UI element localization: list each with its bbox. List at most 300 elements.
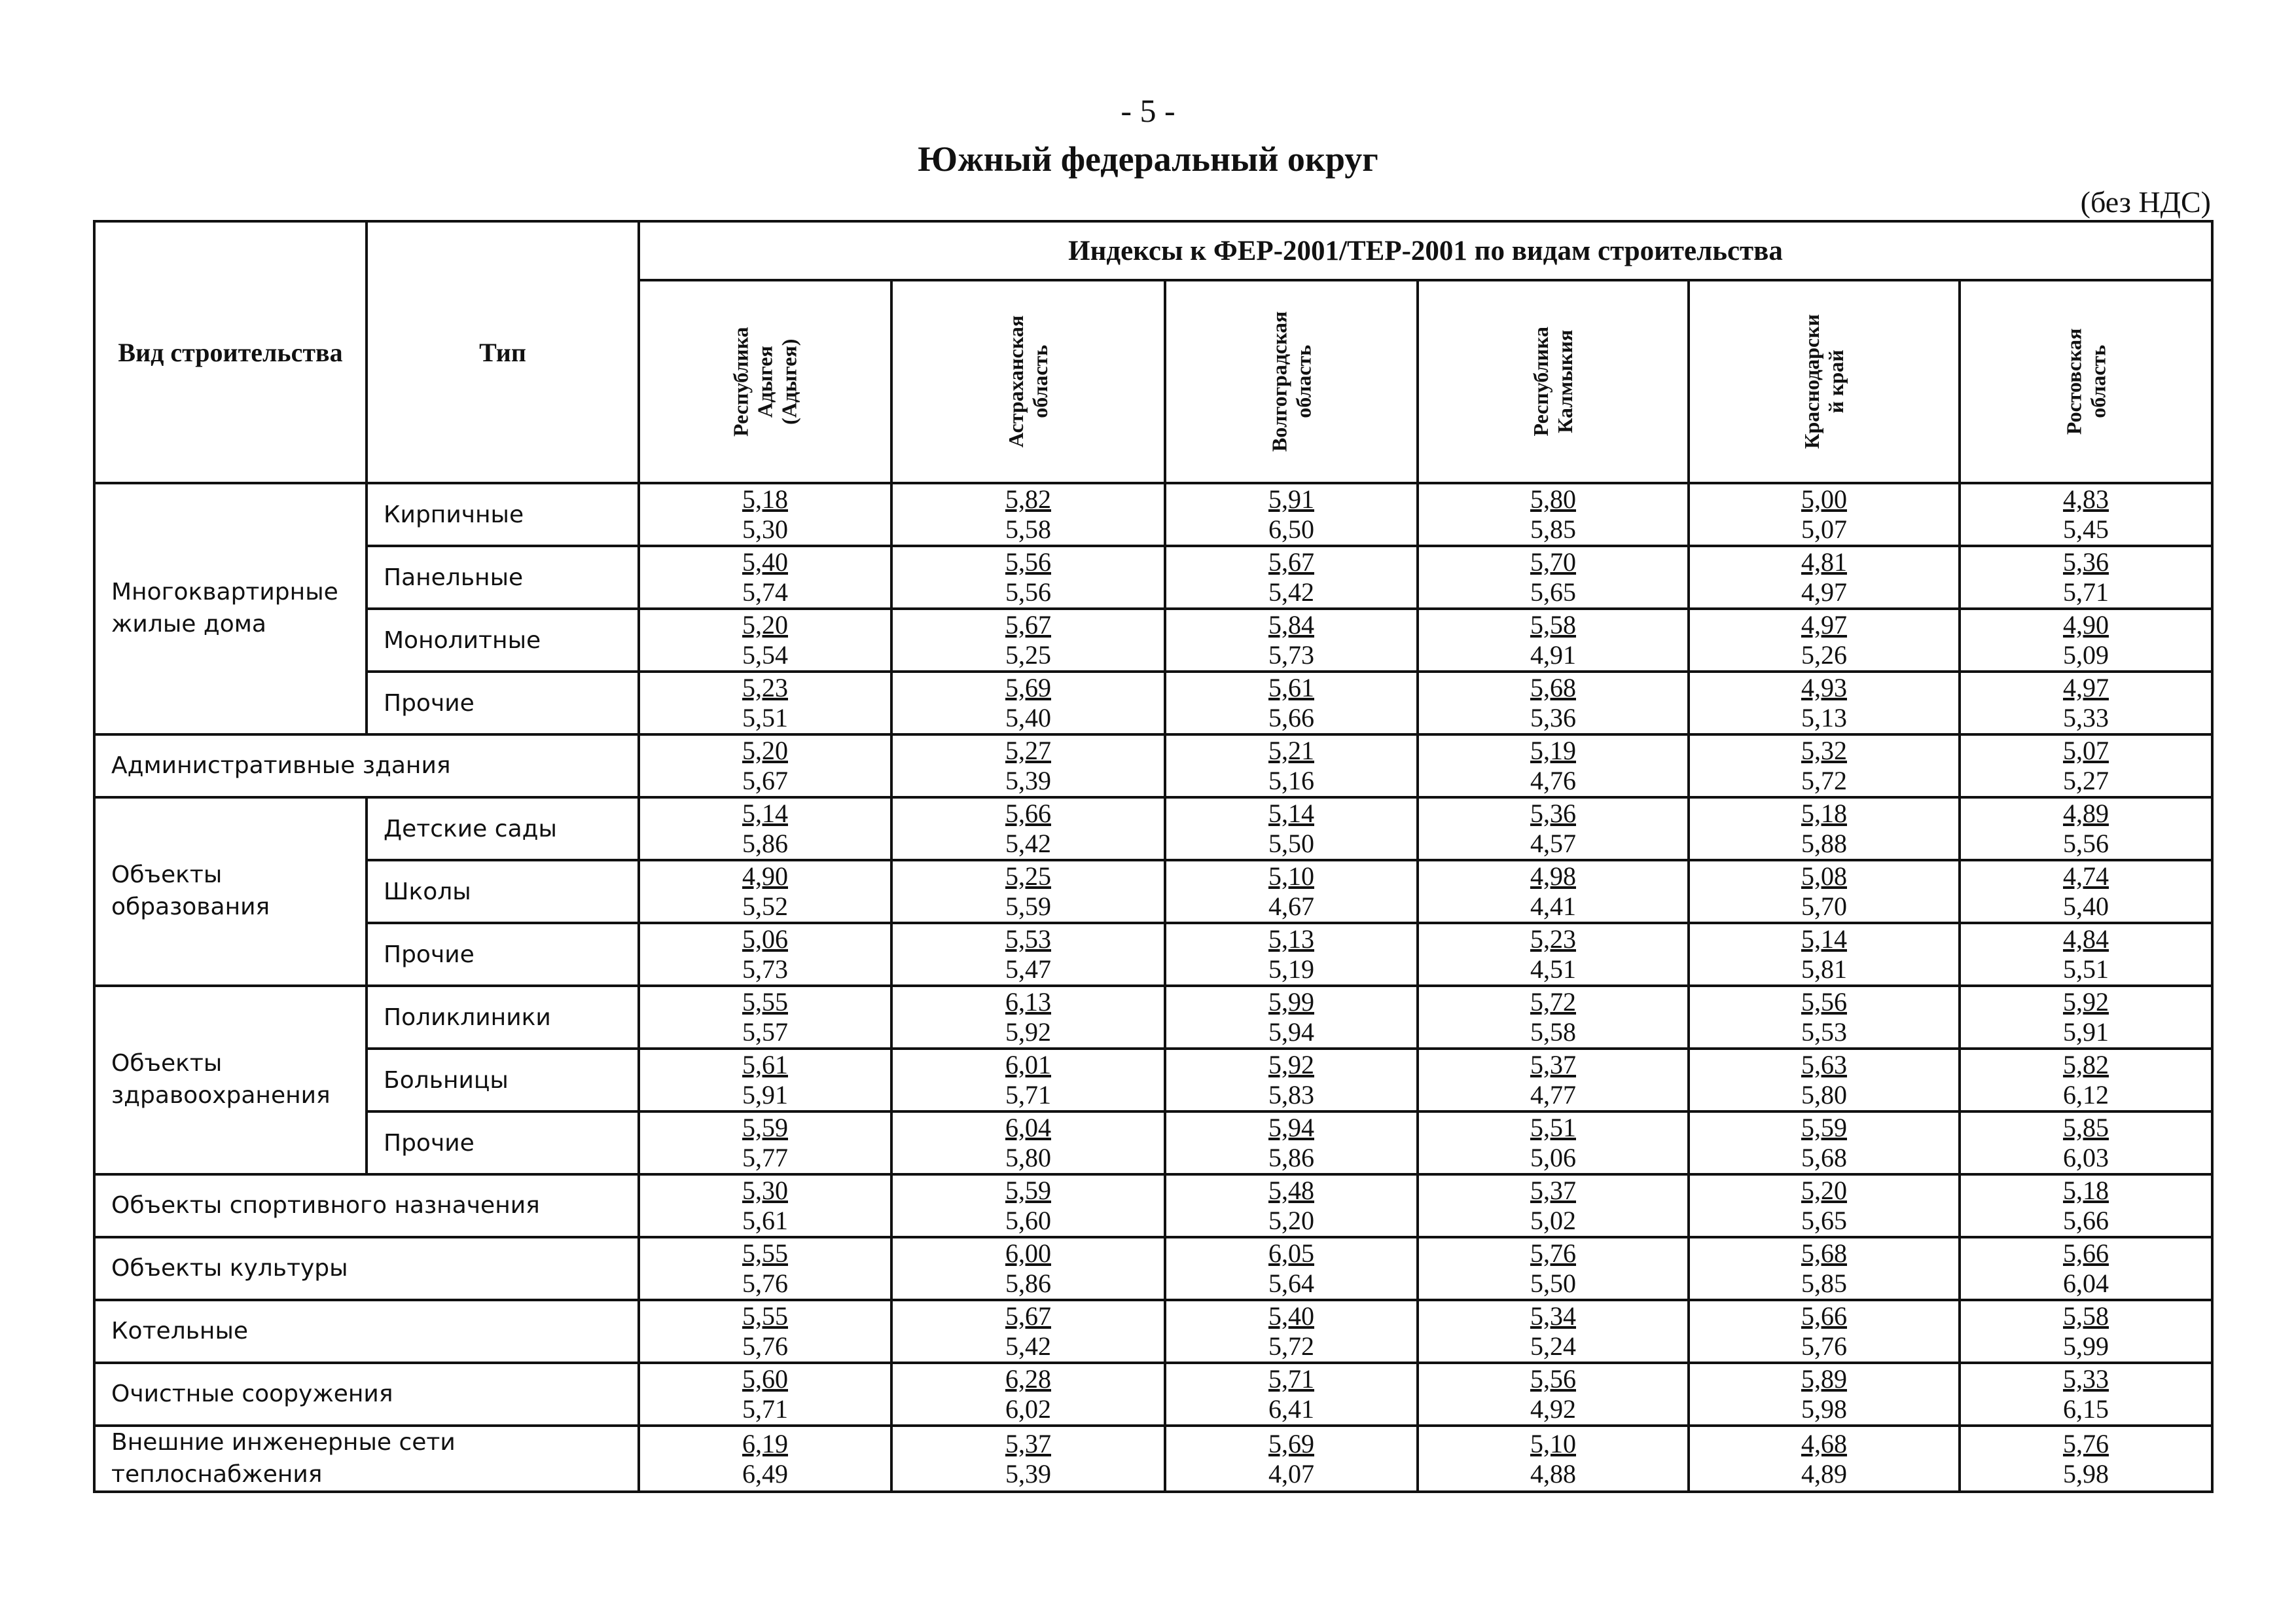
- ter-index-value: 4,67: [1268, 892, 1314, 921]
- fer-index-value: 5,69: [1005, 673, 1051, 702]
- fer-index-value: 5,84: [1268, 610, 1314, 640]
- fer-index-value: 5,61: [1268, 673, 1314, 702]
- index-value-cell: [1418, 546, 1689, 609]
- construction-kind-cell: Очистные сооружения: [94, 1363, 639, 1426]
- index-value-cell: [1165, 483, 1418, 546]
- fer-index-value: 5,06: [742, 924, 788, 954]
- ter-index-value: 5,91: [2063, 1017, 2109, 1047]
- index-value-cell: [1689, 1174, 1960, 1237]
- fer-index-value: 5,37: [1530, 1050, 1576, 1079]
- index-value-cell: [639, 1111, 891, 1174]
- index-value-cell: [639, 1363, 891, 1426]
- index-value-cell: [1689, 1111, 1960, 1174]
- fer-index-value: 5,13: [1268, 924, 1314, 954]
- ter-index-value: 5,71: [2063, 577, 2109, 607]
- region-header: Астраханская область: [891, 280, 1165, 483]
- fer-index-value: 5,23: [742, 673, 788, 702]
- fer-index-value: 5,67: [1005, 1301, 1051, 1331]
- index-value-cell: [1960, 1111, 2212, 1174]
- ter-index-value: 5,42: [1005, 1331, 1051, 1361]
- column-header-type: Тип: [367, 221, 639, 483]
- ter-index-value: 5,76: [742, 1331, 788, 1361]
- fer-index-value: 5,59: [1005, 1176, 1051, 1205]
- ter-index-value: 6,04: [2063, 1269, 2109, 1298]
- fer-index-value: 5,63: [1801, 1050, 1847, 1079]
- ter-index-value: 5,45: [2063, 514, 2109, 544]
- index-value-cell: [639, 609, 891, 672]
- fer-index-value: 5,60: [742, 1364, 788, 1394]
- fer-index-value: 6,05: [1268, 1238, 1314, 1268]
- fer-index-value: 5,55: [742, 987, 788, 1017]
- ter-index-value: 5,91: [742, 1080, 788, 1110]
- index-value-cell: [1960, 546, 2212, 609]
- index-value-cell: [1689, 1363, 1960, 1426]
- ter-index-value: 5,26: [1801, 640, 1847, 670]
- ter-index-value: 5,42: [1268, 577, 1314, 607]
- fer-index-value: 5,58: [1530, 610, 1576, 640]
- construction-kind-cell: Объекты культуры: [94, 1237, 639, 1300]
- fer-index-value: 5,59: [1801, 1113, 1847, 1142]
- index-value-cell: [891, 1049, 1165, 1111]
- index-value-cell: [639, 546, 891, 609]
- index-value-cell: [1418, 1174, 1689, 1237]
- index-value-cell: [1165, 1426, 1418, 1492]
- construction-kind-cell: Многоквартирные жилые дома: [94, 483, 367, 734]
- index-value-cell: [891, 546, 1165, 609]
- index-value-cell: [1418, 1111, 1689, 1174]
- ter-index-value: 5,09: [2063, 640, 2109, 670]
- index-value-cell: [1689, 1237, 1960, 1300]
- construction-type-cell: Прочие: [367, 672, 639, 734]
- ter-index-value: 5,07: [1801, 514, 1847, 544]
- index-value-cell: [1418, 797, 1689, 860]
- ter-index-value: 5,72: [1801, 766, 1847, 795]
- index-value-cell: [639, 1426, 891, 1492]
- index-value-cell: [1418, 1300, 1689, 1363]
- fer-index-value: 5,14: [1268, 799, 1314, 828]
- index-value-cell: [1689, 1300, 1960, 1363]
- fer-index-value: 5,70: [1530, 547, 1576, 577]
- fer-index-value: 5,20: [1801, 1176, 1847, 1205]
- ter-index-value: 5,36: [1530, 703, 1576, 732]
- ter-index-value: 5,39: [1005, 1458, 1051, 1489]
- page-title: Южный федеральный округ: [918, 139, 1378, 179]
- ter-index-value: 5,64: [1268, 1269, 1314, 1298]
- index-value-cell: [1689, 986, 1960, 1049]
- fer-index-value: 5,71: [1268, 1364, 1314, 1394]
- ter-index-value: 5,86: [1268, 1143, 1314, 1172]
- ter-index-value: 4,57: [1530, 829, 1576, 858]
- index-value-cell: [1165, 797, 1418, 860]
- index-value-cell: [1165, 986, 1418, 1049]
- index-value-cell: [1689, 923, 1960, 986]
- table-row: [94, 734, 2212, 797]
- table-row: [94, 923, 2212, 986]
- ter-index-value: 4,89: [1801, 1458, 1847, 1489]
- ter-index-value: 5,51: [742, 703, 788, 732]
- index-value-cell: [891, 797, 1165, 860]
- ter-index-value: 6,12: [2063, 1080, 2109, 1110]
- fer-index-value: 5,20: [742, 610, 788, 640]
- ter-index-value: 5,86: [1005, 1269, 1051, 1298]
- construction-type-cell: Прочие: [367, 923, 639, 986]
- ter-index-value: 5,98: [1801, 1394, 1847, 1424]
- region-header: Республика Адыгея (Адыгея): [639, 280, 891, 483]
- fer-index-value: 5,85: [2063, 1113, 2109, 1142]
- fer-index-value: 5,18: [1801, 799, 1847, 828]
- ter-index-value: 5,80: [1005, 1143, 1051, 1172]
- fer-index-value: 5,68: [1801, 1238, 1847, 1268]
- fer-index-value: 5,91: [1268, 484, 1314, 514]
- index-value-cell: [1960, 797, 2212, 860]
- fer-index-value: 4,90: [2063, 610, 2109, 640]
- table-row: [94, 986, 2212, 1049]
- fer-index-value: 5,82: [2063, 1050, 2109, 1079]
- index-value-cell: [1960, 1049, 2212, 1111]
- index-value-cell: [1960, 1363, 2212, 1426]
- ter-index-value: 5,71: [1005, 1080, 1051, 1110]
- fer-index-value: 5,21: [1268, 736, 1314, 765]
- table-row: [94, 609, 2212, 672]
- index-value-cell: [639, 483, 891, 546]
- index-value-cell: [1689, 672, 1960, 734]
- index-value-cell: [1165, 860, 1418, 923]
- index-value-cell: [891, 483, 1165, 546]
- fer-index-value: 5,36: [1530, 799, 1576, 828]
- fer-index-value: 5,55: [742, 1238, 788, 1268]
- fer-index-value: 5,67: [1005, 610, 1051, 640]
- table-row: [94, 672, 2212, 734]
- fer-index-value: 5,18: [742, 484, 788, 514]
- region-header: Волгоградская область: [1165, 280, 1418, 483]
- index-value-cell: [891, 986, 1165, 1049]
- ter-index-value: 6,15: [2063, 1394, 2109, 1424]
- index-value-cell: [1960, 1300, 2212, 1363]
- ter-index-value: 5,40: [2063, 892, 2109, 921]
- vat-note: (без НДС): [2080, 185, 2211, 219]
- fer-index-value: 5,37: [1005, 1428, 1051, 1458]
- fer-index-value: 4,97: [2063, 673, 2109, 702]
- index-value-cell: [1418, 1237, 1689, 1300]
- ter-index-value: 5,19: [1268, 954, 1314, 984]
- fer-index-value: 4,97: [1801, 610, 1847, 640]
- ter-index-value: 5,99: [2063, 1331, 2109, 1361]
- index-value-cell: [1418, 860, 1689, 923]
- table-row: [94, 1049, 2212, 1111]
- fer-index-value: 5,40: [742, 547, 788, 577]
- ter-index-value: 5,06: [1530, 1143, 1576, 1172]
- index-value-cell: [1165, 1363, 1418, 1426]
- fer-index-value: 5,18: [2063, 1176, 2109, 1205]
- fer-index-value: 5,55: [742, 1301, 788, 1331]
- fer-index-value: 5,40: [1268, 1301, 1314, 1331]
- index-value-cell: [891, 734, 1165, 797]
- index-value-cell: [891, 923, 1165, 986]
- table-row: [94, 797, 2212, 860]
- index-value-cell: [1165, 1111, 1418, 1174]
- fer-index-value: 5,69: [1268, 1428, 1314, 1458]
- index-value-cell: [1165, 1049, 1418, 1111]
- index-value-cell: [1418, 923, 1689, 986]
- ter-index-value: 5,52: [742, 892, 788, 921]
- ter-index-value: 5,72: [1268, 1331, 1314, 1361]
- fer-index-value: 5,07: [2063, 736, 2109, 765]
- fer-index-value: 5,76: [1530, 1238, 1576, 1268]
- index-value-cell: [1960, 1237, 2212, 1300]
- fer-index-value: 5,14: [1801, 924, 1847, 954]
- fer-index-value: 6,04: [1005, 1113, 1051, 1142]
- fer-index-value: 5,34: [1530, 1301, 1576, 1331]
- ter-index-value: 5,76: [1801, 1331, 1847, 1361]
- construction-kind-cell: Объекты здравоохранения: [94, 986, 367, 1174]
- ter-index-value: 5,54: [742, 640, 788, 670]
- fer-index-value: 5,00: [1801, 484, 1847, 514]
- ter-index-value: 5,16: [1268, 766, 1314, 795]
- fer-index-value: 5,76: [2063, 1428, 2109, 1458]
- ter-index-value: 5,68: [1801, 1143, 1847, 1172]
- fer-index-value: 5,33: [2063, 1364, 2109, 1394]
- ter-index-value: 6,50: [1268, 514, 1314, 544]
- ter-index-value: 5,60: [1005, 1206, 1051, 1235]
- fer-index-value: 5,92: [1268, 1050, 1314, 1079]
- fer-index-value: 5,99: [1268, 987, 1314, 1017]
- ter-index-value: 5,88: [1801, 829, 1847, 858]
- index-value-cell: [1418, 986, 1689, 1049]
- construction-kind-cell: Объекты спортивного назначения: [94, 1174, 639, 1237]
- index-value-cell: [1418, 1426, 1689, 1492]
- index-value-cell: [639, 797, 891, 860]
- fer-index-value: 5,58: [2063, 1301, 2109, 1331]
- ter-index-value: 5,80: [1801, 1080, 1847, 1110]
- index-value-cell: [1418, 734, 1689, 797]
- ter-index-value: 4,07: [1268, 1458, 1314, 1489]
- ter-index-value: 5,98: [2063, 1458, 2109, 1489]
- region-header: Республика Калмыкия: [1418, 280, 1689, 483]
- ter-index-value: 5,76: [742, 1269, 788, 1298]
- construction-type-cell: Поликлиники: [367, 986, 639, 1049]
- ter-index-value: 5,92: [1005, 1017, 1051, 1047]
- index-value-cell: [1960, 923, 2212, 986]
- ter-index-value: 5,47: [1005, 954, 1051, 984]
- fer-index-value: 5,27: [1005, 736, 1051, 765]
- table-row: [94, 1111, 2212, 1174]
- fer-index-value: 5,56: [1005, 547, 1051, 577]
- fer-index-value: 5,56: [1530, 1364, 1576, 1394]
- construction-type-cell: Детские сады: [367, 797, 639, 860]
- ter-index-value: 5,65: [1801, 1206, 1847, 1235]
- index-value-cell: [891, 1111, 1165, 1174]
- fer-index-value: 6,00: [1005, 1238, 1051, 1268]
- table-row: [94, 1363, 2212, 1426]
- fer-index-value: 5,59: [742, 1113, 788, 1142]
- ter-index-value: 4,92: [1530, 1394, 1576, 1424]
- ter-index-value: 5,50: [1530, 1269, 1576, 1298]
- ter-index-value: 5,65: [1530, 577, 1576, 607]
- ter-index-value: 5,13: [1801, 703, 1847, 732]
- ter-index-value: 5,73: [1268, 640, 1314, 670]
- index-value-cell: [891, 1300, 1165, 1363]
- ter-index-value: 5,70: [1801, 892, 1847, 921]
- ter-index-value: 4,91: [1530, 640, 1576, 670]
- ter-index-value: 5,81: [1801, 954, 1847, 984]
- ter-index-value: 5,74: [742, 577, 788, 607]
- table-row: [94, 1300, 2212, 1363]
- ter-index-value: 5,56: [1005, 577, 1051, 607]
- fer-index-value: 5,36: [2063, 547, 2109, 577]
- ter-index-value: 5,66: [2063, 1206, 2109, 1235]
- ter-index-value: 4,51: [1530, 954, 1576, 984]
- fer-index-value: 4,93: [1801, 673, 1847, 702]
- fer-index-value: 5,92: [2063, 987, 2109, 1017]
- ter-index-value: 6,02: [1005, 1394, 1051, 1424]
- ter-index-value: 5,39: [1005, 766, 1051, 795]
- index-value-cell: [1960, 986, 2212, 1049]
- ter-index-value: 5,24: [1530, 1331, 1576, 1361]
- fer-index-value: 5,08: [1801, 861, 1847, 891]
- fer-index-value: 5,56: [1801, 987, 1847, 1017]
- table-row: [94, 483, 2212, 546]
- index-value-cell: [1418, 672, 1689, 734]
- ter-index-value: 5,86: [742, 829, 788, 858]
- ter-index-value: 6,03: [2063, 1143, 2109, 1172]
- ter-index-value: 5,40: [1005, 703, 1051, 732]
- index-value-cell: [1689, 609, 1960, 672]
- index-value-cell: [1418, 483, 1689, 546]
- index-value-cell: [639, 1174, 891, 1237]
- ter-index-value: 5,42: [1005, 829, 1051, 858]
- ter-index-value: 5,27: [2063, 766, 2109, 795]
- fer-index-value: 5,37: [1530, 1176, 1576, 1205]
- fer-index-value: 5,61: [742, 1050, 788, 1079]
- index-value-cell: [1165, 672, 1418, 734]
- index-value-cell: [891, 1426, 1165, 1492]
- ter-index-value: 5,73: [742, 954, 788, 984]
- construction-kind-cell: Объекты образования: [94, 797, 367, 986]
- ter-index-value: 5,83: [1268, 1080, 1314, 1110]
- index-value-cell: [1689, 483, 1960, 546]
- ter-index-value: 5,94: [1268, 1017, 1314, 1047]
- index-value-cell: [1165, 1174, 1418, 1237]
- index-value-cell: [639, 986, 891, 1049]
- fer-index-value: 4,98: [1530, 861, 1576, 891]
- ter-index-value: 5,61: [742, 1206, 788, 1235]
- index-value-cell: [1960, 1426, 2212, 1492]
- index-value-cell: [1165, 546, 1418, 609]
- table-row: [94, 860, 2212, 923]
- ter-index-value: 4,97: [1801, 577, 1847, 607]
- index-value-cell: [639, 1300, 891, 1363]
- index-value-cell: [639, 923, 891, 986]
- table-row: [94, 1174, 2212, 1237]
- table-row: [94, 1426, 2212, 1492]
- ter-index-value: 4,77: [1530, 1080, 1576, 1110]
- index-value-cell: [891, 672, 1165, 734]
- fer-index-value: 5,20: [742, 736, 788, 765]
- fer-index-value: 6,19: [742, 1428, 788, 1458]
- index-value-cell: [1689, 734, 1960, 797]
- fer-index-value: 6,28: [1005, 1364, 1051, 1394]
- fer-index-value: 5,10: [1268, 861, 1314, 891]
- fer-index-value: 5,25: [1005, 861, 1051, 891]
- fer-index-value: 5,32: [1801, 736, 1847, 765]
- fer-index-value: 5,66: [1005, 799, 1051, 828]
- ter-index-value: 5,85: [1801, 1269, 1847, 1298]
- construction-type-cell: Прочие: [367, 1111, 639, 1174]
- construction-kind-cell: Котельные: [94, 1300, 639, 1363]
- fer-index-value: 4,90: [742, 861, 788, 891]
- index-value-cell: [1689, 797, 1960, 860]
- construction-kind-cell: Внешние инженерные сети теплоснабжения: [94, 1426, 639, 1492]
- ter-index-value: 5,67: [742, 766, 788, 795]
- ter-index-value: 5,20: [1268, 1206, 1314, 1235]
- construction-type-cell: Школы: [367, 860, 639, 923]
- construction-type-cell: Кирпичные: [367, 483, 639, 546]
- fer-index-value: 5,72: [1530, 987, 1576, 1017]
- fer-index-value: 5,14: [742, 799, 788, 828]
- fer-index-value: 5,80: [1530, 484, 1576, 514]
- fer-index-value: 5,94: [1268, 1113, 1314, 1142]
- index-value-cell: [891, 1363, 1165, 1426]
- fer-index-value: 5,66: [1801, 1301, 1847, 1331]
- fer-index-value: 4,68: [1801, 1428, 1847, 1458]
- index-value-cell: [1418, 1049, 1689, 1111]
- fer-index-value: 5,30: [742, 1176, 788, 1205]
- index-value-cell: [639, 1237, 891, 1300]
- indices-table: [93, 220, 2214, 1493]
- index-value-cell: [639, 1049, 891, 1111]
- index-value-cell: [639, 860, 891, 923]
- index-value-cell: [891, 860, 1165, 923]
- fer-index-value: 5,66: [2063, 1238, 2109, 1268]
- ter-index-value: 5,02: [1530, 1206, 1576, 1235]
- index-value-cell: [1165, 1237, 1418, 1300]
- ter-index-value: 4,76: [1530, 766, 1576, 795]
- table-row: [94, 1237, 2212, 1300]
- index-value-cell: [1418, 1363, 1689, 1426]
- table-row: [94, 546, 2212, 609]
- ter-index-value: 4,41: [1530, 892, 1576, 921]
- index-value-cell: [1165, 923, 1418, 986]
- fer-index-value: 4,74: [2063, 861, 2109, 891]
- index-value-cell: [1165, 734, 1418, 797]
- fer-index-value: 4,84: [2063, 924, 2109, 954]
- fer-index-value: 5,23: [1530, 924, 1576, 954]
- ter-index-value: 5,25: [1005, 640, 1051, 670]
- ter-index-value: 5,33: [2063, 703, 2109, 732]
- index-value-cell: [1960, 609, 2212, 672]
- table-body: [94, 483, 2212, 1492]
- index-value-cell: [1689, 860, 1960, 923]
- ter-index-value: 5,66: [1268, 703, 1314, 732]
- index-value-cell: [891, 1237, 1165, 1300]
- fer-index-value: 6,01: [1005, 1050, 1051, 1079]
- ter-index-value: 5,58: [1005, 514, 1051, 544]
- index-value-cell: [1165, 1300, 1418, 1363]
- ter-index-value: 5,30: [742, 514, 788, 544]
- column-header-kind: Вид строительства: [94, 221, 367, 483]
- fer-index-value: 4,81: [1801, 547, 1847, 577]
- ter-index-value: 5,56: [2063, 829, 2109, 858]
- ter-index-value: 5,71: [742, 1394, 788, 1424]
- index-value-cell: [1960, 860, 2212, 923]
- index-value-cell: [639, 672, 891, 734]
- index-value-cell: [1689, 1426, 1960, 1492]
- fer-index-value: 5,68: [1530, 673, 1576, 702]
- ter-index-value: 4,88: [1530, 1458, 1576, 1489]
- fer-index-value: 4,89: [2063, 799, 2109, 828]
- fer-index-value: 5,67: [1268, 547, 1314, 577]
- ter-index-value: 5,51: [2063, 954, 2109, 984]
